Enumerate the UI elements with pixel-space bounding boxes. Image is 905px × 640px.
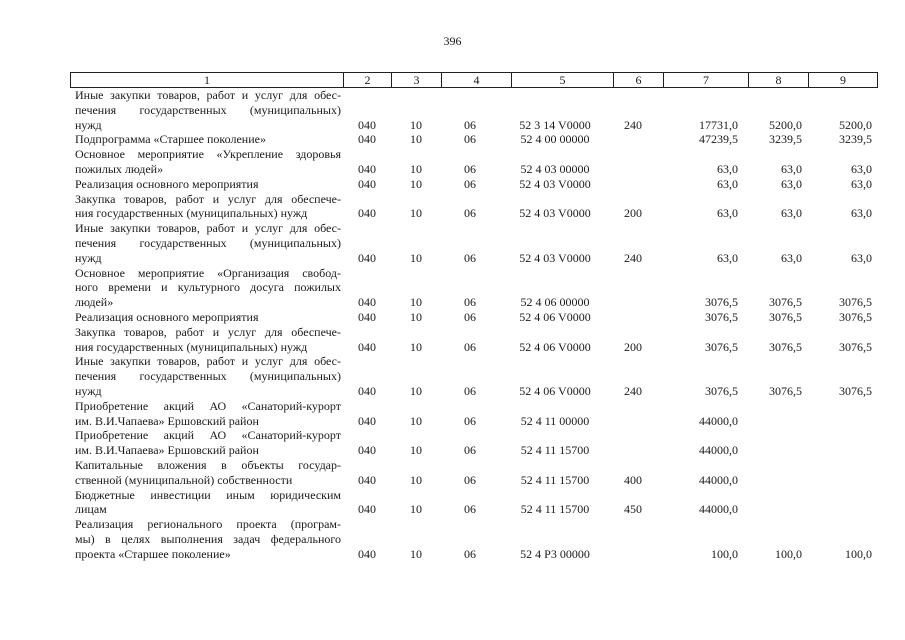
row-cell-c4: 06 <box>464 502 476 517</box>
row-cell-c2: 040 <box>358 383 376 398</box>
row-cell-c4: 06 <box>464 339 476 354</box>
row-cell-c2: 040 <box>358 117 376 132</box>
row-cell-c5: 52 4 03 V0000 <box>519 176 591 191</box>
row-cell-c3: 10 <box>410 176 422 191</box>
row-name <box>75 517 341 561</box>
row-cell-c7: 63,0 <box>717 206 738 221</box>
row-cell-c5: 52 4 P3 00000 <box>520 546 590 561</box>
row-name-line: Капитальные вложения в объекты государ- <box>75 457 341 472</box>
table-body <box>0 88 905 562</box>
row-cell-c3: 10 <box>410 443 422 458</box>
row-name-line: нужд <box>75 250 102 265</box>
row-name-line: лицам <box>75 502 107 517</box>
row-cell-c3: 10 <box>410 383 422 398</box>
header-col-7: 7 <box>664 73 749 87</box>
row-cell-c6: 240 <box>624 383 642 398</box>
row-cell-c5: 52 4 06 V0000 <box>519 309 591 324</box>
row-name-line: мы) в целях выполнения задач федерального <box>75 531 341 546</box>
row-cell-c4: 06 <box>464 206 476 221</box>
row-cell-c9: 63,0 <box>851 250 872 265</box>
header-col-5: 5 <box>512 73 614 87</box>
row-cell-c9: 3076,5 <box>839 309 872 324</box>
row-cell-c4: 06 <box>464 383 476 398</box>
row-cell-c9: 63,0 <box>851 206 872 221</box>
table-row <box>0 310 905 325</box>
row-name <box>75 266 341 310</box>
row-name <box>75 458 341 488</box>
row-cell-c8: 100,0 <box>775 546 802 561</box>
row-name-line: Подпрограмма «Старшее поколение» <box>75 132 266 147</box>
row-name-line: ния государственных (муниципальных) нужд <box>75 339 308 354</box>
row-name <box>75 310 341 325</box>
row-cell-c4: 06 <box>464 295 476 310</box>
row-name-line: ственной (муниципальной) собственности <box>75 472 293 487</box>
table-row <box>0 192 905 222</box>
table-row <box>0 177 905 192</box>
row-name-line: Реализация основного мероприятия <box>75 176 259 191</box>
row-cell-c5: 52 4 11 00000 <box>520 413 590 428</box>
row-cell-c5: 52 4 03 V0000 <box>519 206 591 221</box>
row-cell-c5: 52 4 06 00000 <box>520 295 590 310</box>
header-col-8: 8 <box>749 73 809 87</box>
row-name-line: Основное мероприятие «Организация свобод- <box>75 265 341 280</box>
table-row <box>0 132 905 147</box>
table-row <box>0 221 905 265</box>
row-cell-c3: 10 <box>410 546 422 561</box>
row-cell-c2: 040 <box>358 413 376 428</box>
row-cell-c9: 100,0 <box>845 546 872 561</box>
row-cell-c4: 06 <box>464 309 476 324</box>
row-cell-c7: 3076,5 <box>705 339 738 354</box>
row-cell-c9: 3239,5 <box>839 132 872 147</box>
row-name-line: ного времени и культурного досуга пожилых <box>75 280 341 295</box>
row-cell-c2: 040 <box>358 295 376 310</box>
row-cell-c7: 3076,5 <box>705 309 738 324</box>
row-cell-c4: 06 <box>464 443 476 458</box>
row-cell-c3: 10 <box>410 161 422 176</box>
row-cell-c7: 44000,0 <box>699 502 738 517</box>
row-name <box>75 399 341 429</box>
table-row <box>0 147 905 177</box>
row-name <box>75 354 341 398</box>
table-header <box>70 72 878 88</box>
row-name-line: Реализация регионального проекта (програм- <box>75 517 341 532</box>
row-cell-c7: 100,0 <box>711 546 738 561</box>
row-cell-c3: 10 <box>410 309 422 324</box>
row-cell-c4: 06 <box>464 117 476 132</box>
row-cell-c8: 3076,5 <box>769 309 802 324</box>
row-cell-c4: 06 <box>464 546 476 561</box>
row-name-line: пожилых людей» <box>75 161 164 176</box>
row-cell-c3: 10 <box>410 472 422 487</box>
header-col-3: 3 <box>392 73 442 87</box>
header-col-6: 6 <box>614 73 664 87</box>
row-cell-c4: 06 <box>464 132 476 147</box>
table-row <box>0 428 905 458</box>
row-name-line: Закупка товаров, работ и услуг для обеспече- <box>75 324 341 339</box>
row-cell-c6: 200 <box>624 339 642 354</box>
row-cell-c5: 52 4 06 V0000 <box>519 383 591 398</box>
row-cell-c5: 52 4 03 00000 <box>520 161 590 176</box>
header-col-4: 4 <box>442 73 512 87</box>
row-cell-c6: 240 <box>624 117 642 132</box>
row-cell-c5: 52 4 03 V0000 <box>519 250 591 265</box>
row-name-line: Реализация основного мероприятия <box>75 309 259 324</box>
row-name-line: нужд <box>75 117 102 132</box>
row-cell-c8: 63,0 <box>781 250 802 265</box>
row-name <box>75 428 341 458</box>
row-cell-c5: 52 3 14 V0000 <box>519 117 591 132</box>
row-name-line: им. В.И.Чапаева» Ершовский район <box>75 413 259 428</box>
row-cell-c4: 06 <box>464 161 476 176</box>
header-col-9: 9 <box>840 73 846 87</box>
row-name-line: Иные закупки товаров, работ и услуг для обес- <box>75 221 341 236</box>
row-name-line: печения государственных (муниципальных) <box>75 235 341 250</box>
row-cell-c2: 040 <box>358 250 376 265</box>
row-cell-c3: 10 <box>410 295 422 310</box>
row-cell-c8: 3239,5 <box>769 132 802 147</box>
row-name <box>75 132 341 147</box>
row-cell-c9: 63,0 <box>851 161 872 176</box>
row-cell-c3: 10 <box>410 502 422 517</box>
row-cell-c4: 06 <box>464 176 476 191</box>
table-row <box>0 399 905 429</box>
row-cell-c7: 44000,0 <box>699 443 738 458</box>
row-cell-c3: 10 <box>410 132 422 147</box>
row-name-line: людей» <box>75 295 114 310</box>
row-cell-c2: 040 <box>358 161 376 176</box>
row-cell-c2: 040 <box>358 502 376 517</box>
row-name-line: Основное мероприятие «Укрепление здоровья <box>75 147 341 162</box>
row-cell-c2: 040 <box>358 176 376 191</box>
row-name <box>75 488 341 518</box>
row-cell-c2: 040 <box>358 132 376 147</box>
table-row <box>0 354 905 398</box>
row-cell-c2: 040 <box>358 546 376 561</box>
row-cell-c3: 10 <box>410 117 422 132</box>
row-cell-c5: 52 4 00 00000 <box>520 132 590 147</box>
row-cell-c7: 44000,0 <box>699 472 738 487</box>
row-cell-c7: 3076,5 <box>705 295 738 310</box>
row-cell-c4: 06 <box>464 250 476 265</box>
row-name-line: Иные закупки товаров, работ и услуг для обес- <box>75 354 341 369</box>
table-row <box>0 266 905 310</box>
row-cell-c3: 10 <box>410 206 422 221</box>
row-name <box>75 325 341 355</box>
row-cell-c3: 10 <box>410 250 422 265</box>
page-number: 396 <box>443 34 462 48</box>
row-cell-c8: 5200,0 <box>769 117 802 132</box>
row-cell-c4: 06 <box>464 413 476 428</box>
row-name <box>75 221 341 265</box>
row-name-line: им. В.И.Чапаева» Ершовский район <box>75 443 259 458</box>
row-name-line: Приобретение акций АО «Санаторий-курорт <box>75 428 341 443</box>
row-name-line: ния государственных (муниципальных) нужд <box>75 206 308 221</box>
row-name-line: печения государственных (муниципальных) <box>75 369 341 384</box>
row-cell-c7: 17731,0 <box>699 117 738 132</box>
row-cell-c3: 10 <box>410 339 422 354</box>
row-cell-c2: 040 <box>358 309 376 324</box>
row-name-line: Закупка товаров, работ и услуг для обеспече- <box>75 191 341 206</box>
table-row <box>0 488 905 518</box>
row-name <box>75 88 341 132</box>
row-cell-c2: 040 <box>358 443 376 458</box>
header-col-1: 1 <box>71 73 344 87</box>
row-cell-c5: 52 4 11 15700 <box>520 443 590 458</box>
row-name-line: нужд <box>75 383 102 398</box>
row-cell-c9: 3076,5 <box>839 339 872 354</box>
row-cell-c5: 52 4 11 15700 <box>520 472 590 487</box>
row-cell-c7: 47239,5 <box>699 132 738 147</box>
table-row <box>0 325 905 355</box>
row-cell-c4: 06 <box>464 472 476 487</box>
row-name <box>75 192 341 222</box>
row-cell-c6: 200 <box>624 206 642 221</box>
header-col-2: 2 <box>344 73 392 87</box>
row-cell-c2: 040 <box>358 472 376 487</box>
row-cell-c9: 3076,5 <box>839 295 872 310</box>
row-cell-c5: 52 4 11 15700 <box>520 502 590 517</box>
table-row <box>0 88 905 132</box>
row-name-line: проекта «Старшее поколение» <box>75 546 231 561</box>
row-name-line: печения государственных (муниципальных) <box>75 102 341 117</box>
row-cell-c8: 3076,5 <box>769 295 802 310</box>
row-cell-c7: 63,0 <box>717 250 738 265</box>
table-row <box>0 458 905 488</box>
row-cell-c9: 3076,5 <box>839 383 872 398</box>
row-name <box>75 177 341 192</box>
row-name <box>75 147 341 177</box>
row-cell-c8: 3076,5 <box>769 339 802 354</box>
row-cell-c9: 63,0 <box>851 176 872 191</box>
row-name-line: Иные закупки товаров, работ и услуг для обес- <box>75 88 341 102</box>
row-name-line: Бюджетные инвестиции иным юридическим <box>75 487 341 502</box>
row-cell-c2: 040 <box>358 339 376 354</box>
row-cell-c3: 10 <box>410 413 422 428</box>
row-cell-c5: 52 4 06 V0000 <box>519 339 591 354</box>
row-cell-c8: 63,0 <box>781 161 802 176</box>
row-cell-c9: 5200,0 <box>839 117 872 132</box>
row-cell-c6: 400 <box>624 472 642 487</box>
row-cell-c6: 240 <box>624 250 642 265</box>
row-cell-c7: 63,0 <box>717 161 738 176</box>
row-name-line: Приобретение акций АО «Санаторий-курорт <box>75 398 341 413</box>
row-cell-c2: 040 <box>358 206 376 221</box>
row-cell-c7: 44000,0 <box>699 413 738 428</box>
row-cell-c6: 450 <box>624 502 642 517</box>
row-cell-c8: 63,0 <box>781 206 802 221</box>
row-cell-c7: 3076,5 <box>705 383 738 398</box>
row-cell-c7: 63,0 <box>717 176 738 191</box>
row-cell-c8: 3076,5 <box>769 383 802 398</box>
table-row <box>0 517 905 561</box>
row-cell-c8: 63,0 <box>781 176 802 191</box>
